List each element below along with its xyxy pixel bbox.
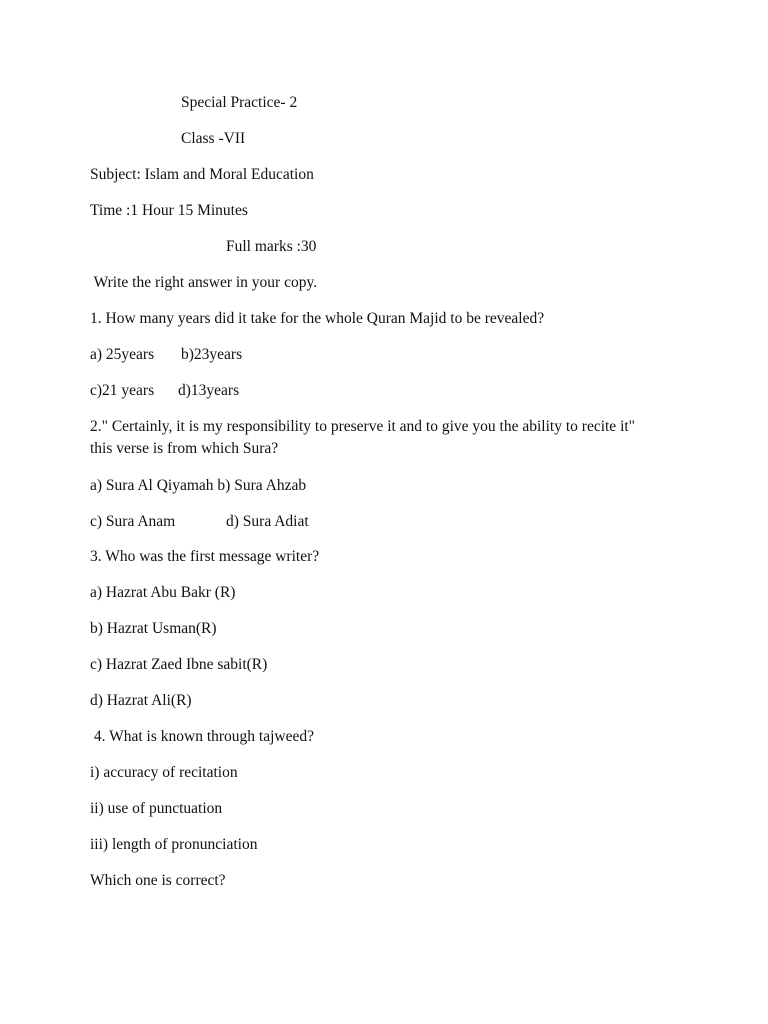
question-2-text-line-2: this verse is from which Sura? xyxy=(90,440,279,457)
instruction-text: Write the right answer in your copy. xyxy=(90,274,318,291)
question-1-option-c: c)21 years xyxy=(90,382,155,399)
page-title: Special Practice- 2 xyxy=(181,94,298,111)
question-4-text: 4. What is known through tajweed? xyxy=(90,728,314,745)
question-1-option-d: d)13years xyxy=(178,382,240,399)
subject-label: Subject: Islam and Moral Education xyxy=(90,166,314,183)
question-3-option-b: b) Hazrat Usman(R) xyxy=(90,620,217,637)
question-2-option-d: d) Sura Adiat xyxy=(226,513,309,530)
question-4-prompt: Which one is correct? xyxy=(90,872,226,889)
question-1-option-a: a) 25years xyxy=(90,346,155,363)
question-2-option-a-b: a) Sura Al Qiyamah b) Sura Ahzab xyxy=(90,477,307,494)
question-3-option-d: d) Hazrat Ali(R) xyxy=(90,692,192,709)
question-2-text-line-1: 2." Certainly, it is my responsibility to preserve it and to give you the ability to recite it" xyxy=(90,418,636,435)
class-label: Class -VII xyxy=(181,130,246,147)
question-1-option-b: b)23years xyxy=(181,346,243,363)
full-marks-label: Full marks :30 xyxy=(226,238,317,255)
question-4-option-i: i) accuracy of recitation xyxy=(90,764,238,781)
question-2-option-c: c) Sura Anam xyxy=(90,513,176,530)
time-label: Time :1 Hour 15 Minutes xyxy=(90,202,248,219)
question-1-text: 1. How many years did it take for the whole Quran Majid to be revealed? xyxy=(90,310,545,327)
question-4-option-ii: ii) use of punctuation xyxy=(90,800,223,817)
question-4-option-iii: iii) length of pronunciation xyxy=(90,836,258,853)
question-3-text: 3. Who was the first message writer? xyxy=(90,548,320,565)
question-3-option-a: a) Hazrat Abu Bakr (R) xyxy=(90,584,236,601)
question-3-option-c: c) Hazrat Zaed Ibne sabit(R) xyxy=(90,656,268,673)
